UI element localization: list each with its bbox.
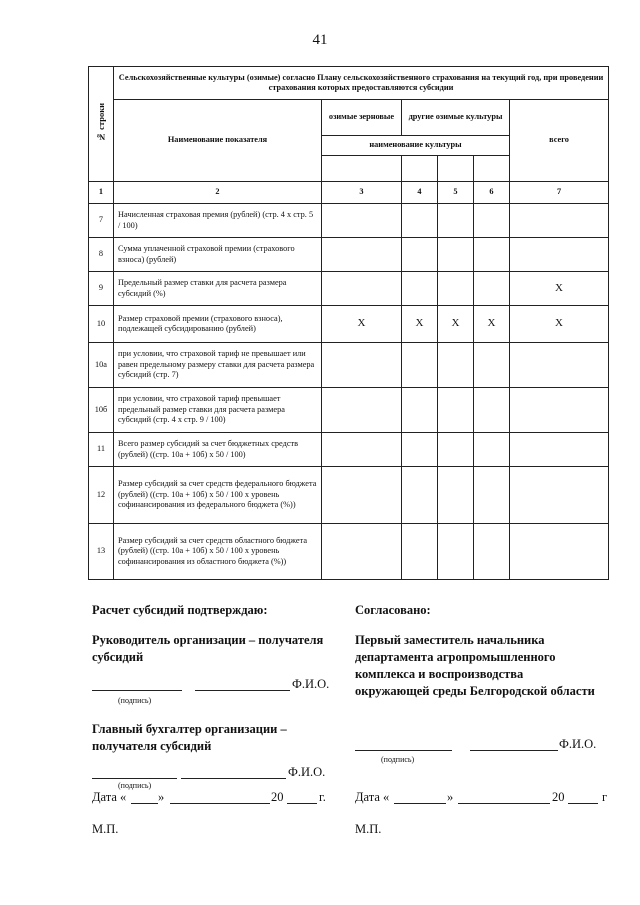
signature-line bbox=[92, 778, 177, 779]
value-cell bbox=[474, 467, 510, 524]
table-row bbox=[89, 204, 609, 238]
row-number: 9 bbox=[89, 272, 114, 306]
day-line bbox=[131, 803, 158, 804]
row-no-header: № строки bbox=[89, 67, 114, 182]
value-cell bbox=[438, 388, 474, 433]
subsidy-table bbox=[88, 66, 609, 580]
value-cell bbox=[322, 204, 402, 238]
row-number: 8 bbox=[89, 238, 114, 272]
table-row bbox=[89, 433, 609, 467]
col-number: 1 bbox=[89, 182, 114, 204]
table-top-header: Сельскохозяйственные культуры (озимые) согласно Плану сельскохозяйственного страхования на текущий год, при проведении страхования которых предоставляются субсидии bbox=[114, 67, 609, 100]
fio-label: Ф.И.О. bbox=[559, 737, 597, 751]
table-row bbox=[89, 467, 609, 524]
value-cell bbox=[438, 272, 474, 306]
head-title: Руководитель организации – получателя субсидий bbox=[92, 633, 324, 664]
row-indicator: Всего размер субсидий за счет бюджетных средств (рублей) ((стр. 10а + 10б) х 50 / 100) bbox=[114, 433, 322, 467]
value-cell bbox=[438, 343, 474, 388]
row-number: 10б bbox=[89, 388, 114, 433]
row-indicator: Размер страховой премии (страхового взноса), подлежащей субсидированию (рублей) bbox=[114, 306, 322, 343]
name-line bbox=[470, 750, 558, 751]
year-suffix: г. bbox=[319, 790, 326, 804]
value-cell: X bbox=[474, 306, 510, 343]
value-cell bbox=[438, 467, 474, 524]
value-cell bbox=[510, 388, 609, 433]
col-number: 3 bbox=[322, 182, 402, 204]
row-number: 10 bbox=[89, 306, 114, 343]
value-cell bbox=[322, 388, 402, 433]
col-number: 5 bbox=[438, 182, 474, 204]
year-prefix: 20 bbox=[271, 790, 284, 804]
row-number: 13 bbox=[89, 524, 114, 580]
value-cell bbox=[438, 238, 474, 272]
table-row bbox=[89, 388, 609, 433]
culture-cell bbox=[474, 156, 510, 182]
value-cell: X bbox=[438, 306, 474, 343]
value-cell bbox=[474, 433, 510, 467]
month-line bbox=[170, 803, 270, 804]
value-cell bbox=[402, 388, 438, 433]
value-cell bbox=[322, 272, 402, 306]
fio-label: Ф.И.О. bbox=[288, 765, 326, 779]
value-cell bbox=[402, 272, 438, 306]
winter-grain-header: озимые зерновые bbox=[322, 100, 402, 136]
culture-cell bbox=[322, 156, 402, 182]
value-cell bbox=[474, 272, 510, 306]
day-line bbox=[394, 803, 446, 804]
value-cell: X bbox=[510, 272, 609, 306]
value-cell bbox=[402, 524, 438, 580]
name-line bbox=[195, 690, 290, 691]
accountant-title: Главный бухгалтер организации – получателя субсидий bbox=[92, 722, 287, 753]
signature-caption: (подпись) bbox=[118, 696, 152, 705]
stamp-mark: М.П. bbox=[355, 822, 382, 836]
table-row bbox=[89, 306, 609, 343]
column-numbers-row bbox=[89, 182, 609, 204]
value-cell bbox=[402, 467, 438, 524]
indicator-header: Наименование показателя bbox=[114, 100, 322, 182]
value-cell bbox=[474, 238, 510, 272]
date-close-quote: » bbox=[158, 790, 165, 804]
row-indicator: при условии, что страховой тариф не превышает или равен предельному размеру ставки для расчета размера субсидий (стр. 7) bbox=[114, 343, 322, 388]
year-line bbox=[287, 803, 317, 804]
date-prefix: Дата « bbox=[92, 790, 127, 804]
row-number: 12 bbox=[89, 467, 114, 524]
value-cell bbox=[402, 343, 438, 388]
culture-cell bbox=[402, 156, 438, 182]
total-header: всего bbox=[510, 100, 609, 182]
deputy-title: Первый заместитель начальника департамента агропромышленного комплекса и воспроизводства окружающей среды Белгородской области bbox=[355, 633, 595, 698]
year-line bbox=[568, 803, 598, 804]
row-indicator: при условии, что страховой тариф превышает предельный размер ставки для расчета размера субсидий (стр. 4 х стр. 9 / 100) bbox=[114, 388, 322, 433]
other-winter-header: другие озимые культуры bbox=[402, 100, 510, 136]
value-cell bbox=[438, 204, 474, 238]
value-cell bbox=[438, 524, 474, 580]
value-cell bbox=[510, 204, 609, 238]
value-cell bbox=[510, 343, 609, 388]
table-row bbox=[89, 524, 609, 580]
page-number: 41 bbox=[312, 32, 328, 48]
col-number: 6 bbox=[474, 182, 510, 204]
value-cell: X bbox=[402, 306, 438, 343]
month-line bbox=[458, 803, 550, 804]
row-indicator: Предельный размер ставки для расчета размера субсидий (%) bbox=[114, 272, 322, 306]
row-number: 10а bbox=[89, 343, 114, 388]
row-indicator: Размер субсидий за счет средств федерального бюджета (рублей) ((стр. 10а + 10б) х 50 / 100 х уровень софинансирования из федерального бюджета (%)) bbox=[114, 467, 322, 524]
value-cell bbox=[474, 524, 510, 580]
year-suffix: г bbox=[602, 790, 608, 804]
value-cell bbox=[510, 524, 609, 580]
row-number: 7 bbox=[89, 204, 114, 238]
row-indicator: Начисленная страховая премия (рублей) (стр. 4 х стр. 5 / 100) bbox=[114, 204, 322, 238]
value-cell: X bbox=[510, 306, 609, 343]
signature-line bbox=[92, 690, 182, 691]
year-prefix: 20 bbox=[552, 790, 565, 804]
value-cell bbox=[402, 433, 438, 467]
value-cell bbox=[322, 524, 402, 580]
value-cell bbox=[322, 343, 402, 388]
row-indicator: Размер субсидий за счет средств областного бюджета (рублей) ((стр. 10а + 10б) х 50 / 100 х уровень софинансирования из областного бюджета (%)) bbox=[114, 524, 322, 580]
row-indicator: Сумма уплаченной страховой премии (страхового взноса) (рублей) bbox=[114, 238, 322, 272]
col-number: 2 bbox=[114, 182, 322, 204]
confirm-label: Расчет субсидий подтверждаю: bbox=[92, 603, 268, 617]
signature-caption: (подпись) bbox=[381, 755, 415, 764]
col-number: 4 bbox=[402, 182, 438, 204]
date-close-quote: » bbox=[447, 790, 454, 804]
fio-label: Ф.И.О. bbox=[292, 677, 330, 691]
value-cell bbox=[322, 238, 402, 272]
value-cell bbox=[402, 238, 438, 272]
value-cell bbox=[510, 433, 609, 467]
value-cell: X bbox=[322, 306, 402, 343]
value-cell bbox=[474, 388, 510, 433]
value-cell bbox=[474, 343, 510, 388]
row-number: 11 bbox=[89, 433, 114, 467]
name-line bbox=[181, 778, 286, 779]
culture-cell bbox=[438, 156, 474, 182]
table-row bbox=[89, 272, 609, 306]
table-row bbox=[89, 343, 609, 388]
table-row bbox=[89, 238, 609, 272]
signature-line bbox=[355, 750, 452, 751]
culture-name-header: наименование культуры bbox=[322, 136, 510, 156]
value-cell bbox=[510, 238, 609, 272]
date-prefix: Дата « bbox=[355, 790, 390, 804]
value-cell bbox=[402, 204, 438, 238]
value-cell bbox=[438, 433, 474, 467]
value-cell bbox=[322, 433, 402, 467]
signature-caption: (подпись) bbox=[118, 781, 152, 790]
agreed-label: Согласовано: bbox=[355, 603, 431, 617]
stamp-mark: М.П. bbox=[92, 822, 119, 836]
col-number: 7 bbox=[510, 182, 609, 204]
value-cell bbox=[474, 204, 510, 238]
value-cell bbox=[322, 467, 402, 524]
value-cell bbox=[510, 467, 609, 524]
